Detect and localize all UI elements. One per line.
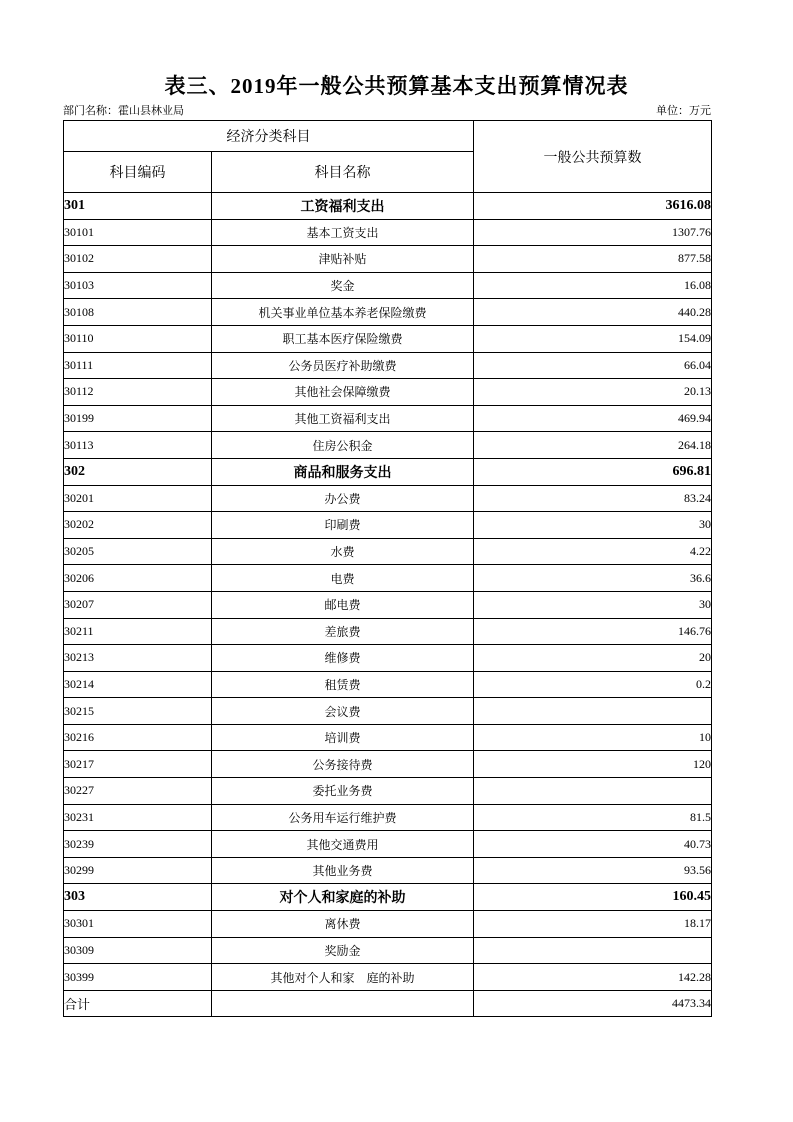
- column-header-name: 科目名称: [212, 152, 474, 193]
- table-row: [64, 352, 712, 379]
- table-row: [64, 246, 712, 273]
- table-row: [64, 299, 712, 326]
- cell-name: 机关事业单位基本养老保险缴费: [212, 299, 474, 326]
- cell-code: 30108: [64, 299, 212, 326]
- cell-code: 30112: [64, 379, 212, 406]
- cell-name: 办公费: [212, 485, 474, 512]
- page-title: 表三、2019年一般公共预算基本支出预算情况表: [164, 74, 629, 98]
- table-row: [64, 911, 712, 938]
- table-row: [64, 698, 712, 725]
- cell-value: 30: [474, 591, 712, 618]
- cell-code: 30202: [64, 512, 212, 539]
- table-body: [64, 121, 712, 1017]
- cell-code: 30111: [64, 352, 212, 379]
- table-row: [64, 884, 712, 911]
- table-row: [64, 565, 712, 592]
- cell-code: 30231: [64, 804, 212, 831]
- cell-code: 30299: [64, 857, 212, 884]
- cell-code: 30213: [64, 645, 212, 672]
- cell-name: 会议费: [212, 698, 474, 725]
- table-row: [64, 591, 712, 618]
- cell-code: 303: [64, 884, 212, 911]
- cell-code: 30103: [64, 272, 212, 299]
- cell-code: 30301: [64, 911, 212, 938]
- cell-name: 培训费: [212, 724, 474, 751]
- cell-code: 30214: [64, 671, 212, 698]
- table-row: [64, 831, 712, 858]
- table-row: [64, 618, 712, 645]
- cell-value: 1307.76: [474, 219, 712, 246]
- cell-code: 30217: [64, 751, 212, 778]
- table-row: [64, 379, 712, 406]
- document-meta: [63, 104, 711, 118]
- table-row: [64, 778, 712, 805]
- column-header-code: 科目编码: [64, 152, 212, 193]
- cell-value: 696.81: [474, 458, 712, 485]
- cell-code: 30211: [64, 618, 212, 645]
- cell-code: 30113: [64, 432, 212, 459]
- cell-name: 其他交通费用: [212, 831, 474, 858]
- cell-code: 302: [64, 458, 212, 485]
- cell-name: 公务接待费: [212, 751, 474, 778]
- cell-name: 其他对个人和家 庭的补助: [212, 964, 474, 991]
- cell-code: 30399: [64, 964, 212, 991]
- cell-value: 877.58: [474, 246, 712, 273]
- cell-name: 印刷费: [212, 512, 474, 539]
- cell-value: 93.56: [474, 857, 712, 884]
- table-row: [64, 751, 712, 778]
- cell-code: 30101: [64, 219, 212, 246]
- cell-value: 18.17: [474, 911, 712, 938]
- cell-name: 基本工资支出: [212, 219, 474, 246]
- table-row: [64, 857, 712, 884]
- cell-value: 16.08: [474, 272, 712, 299]
- cell-code: 30201: [64, 485, 212, 512]
- table-row: [64, 219, 712, 246]
- cell-value: [474, 778, 712, 805]
- table-row: [64, 325, 712, 352]
- table-row: [64, 804, 712, 831]
- table-header-row-1: [64, 121, 712, 152]
- table-row: [64, 272, 712, 299]
- cell-name: 职工基本医疗保险缴费: [212, 325, 474, 352]
- cell-code: 30199: [64, 405, 212, 432]
- table-row: [64, 964, 712, 991]
- department-label: 部门名称：霍山县林业局: [63, 105, 184, 117]
- table-row: [64, 458, 712, 485]
- cell-code: 30110: [64, 325, 212, 352]
- table-row: [64, 485, 712, 512]
- table-row: [64, 432, 712, 459]
- cell-name: 差旅费: [212, 618, 474, 645]
- cell-name: 其他业务费: [212, 857, 474, 884]
- cell-code: 30102: [64, 246, 212, 273]
- table-row: [64, 538, 712, 565]
- cell-value: 146.76: [474, 618, 712, 645]
- table-row: [64, 671, 712, 698]
- table-row: [64, 193, 712, 220]
- cell-code: 30206: [64, 565, 212, 592]
- economic-category-header: 经济分类科目: [64, 121, 474, 152]
- cell-name: 公务用车运行维护费: [212, 804, 474, 831]
- cell-code: 30239: [64, 831, 212, 858]
- table-row: [64, 937, 712, 964]
- cell-value: 66.04: [474, 352, 712, 379]
- cell-value: 154.09: [474, 325, 712, 352]
- cell-name: 津贴补贴: [212, 246, 474, 273]
- column-header-value: 一般公共预算数: [474, 121, 712, 193]
- cell-value: 40.73: [474, 831, 712, 858]
- cell-value: 30: [474, 512, 712, 539]
- cell-name: 邮电费: [212, 591, 474, 618]
- cell-code: 301: [64, 193, 212, 220]
- cell-code: 30215: [64, 698, 212, 725]
- cell-name: 商品和服务支出: [212, 458, 474, 485]
- cell-value: 440.28: [474, 299, 712, 326]
- cell-name: 其他工资福利支出: [212, 405, 474, 432]
- cell-value: 0.2: [474, 671, 712, 698]
- cell-value: 160.45: [474, 884, 712, 911]
- cell-code: 30227: [64, 778, 212, 805]
- cell-code: 30205: [64, 538, 212, 565]
- cell-name: 对个人和家庭的补助: [212, 884, 474, 911]
- cell-name: 电费: [212, 565, 474, 592]
- budget-table: [63, 120, 712, 1017]
- cell-value: 4.22: [474, 538, 712, 565]
- cell-code: 30207: [64, 591, 212, 618]
- unit-label: 单位：万元: [656, 105, 711, 117]
- cell-name: 委托业务费: [212, 778, 474, 805]
- cell-name: 离休费: [212, 911, 474, 938]
- cell-name: 公务员医疗补助缴费: [212, 352, 474, 379]
- cell-value: 142.28: [474, 964, 712, 991]
- table-row: [64, 512, 712, 539]
- cell-value: 10: [474, 724, 712, 751]
- cell-name: 住房公积金: [212, 432, 474, 459]
- cell-value: [474, 698, 712, 725]
- cell-value: 469.94: [474, 405, 712, 432]
- cell-name: 租赁费: [212, 671, 474, 698]
- cell-name: 奖金: [212, 272, 474, 299]
- table-row: [64, 405, 712, 432]
- cell-code: 30216: [64, 724, 212, 751]
- cell-value: 120: [474, 751, 712, 778]
- cell-name: 其他社会保障缴费: [212, 379, 474, 406]
- cell-value: 36.6: [474, 565, 712, 592]
- cell-value: 83.24: [474, 485, 712, 512]
- cell-name: [212, 990, 474, 1017]
- cell-value: 3616.08: [474, 193, 712, 220]
- cell-code: 30309: [64, 937, 212, 964]
- cell-name: 奖励金: [212, 937, 474, 964]
- cell-value: [474, 937, 712, 964]
- cell-code: 合计: [64, 990, 212, 1017]
- cell-value: 264.18: [474, 432, 712, 459]
- table-row: [64, 724, 712, 751]
- cell-name: 水费: [212, 538, 474, 565]
- cell-value: 20.13: [474, 379, 712, 406]
- cell-name: 维修费: [212, 645, 474, 672]
- cell-value: 20: [474, 645, 712, 672]
- table-row: [64, 645, 712, 672]
- cell-value: 4473.34: [474, 990, 712, 1017]
- cell-value: 81.5: [474, 804, 712, 831]
- cell-name: 工资福利支出: [212, 193, 474, 220]
- table-row: [64, 990, 712, 1017]
